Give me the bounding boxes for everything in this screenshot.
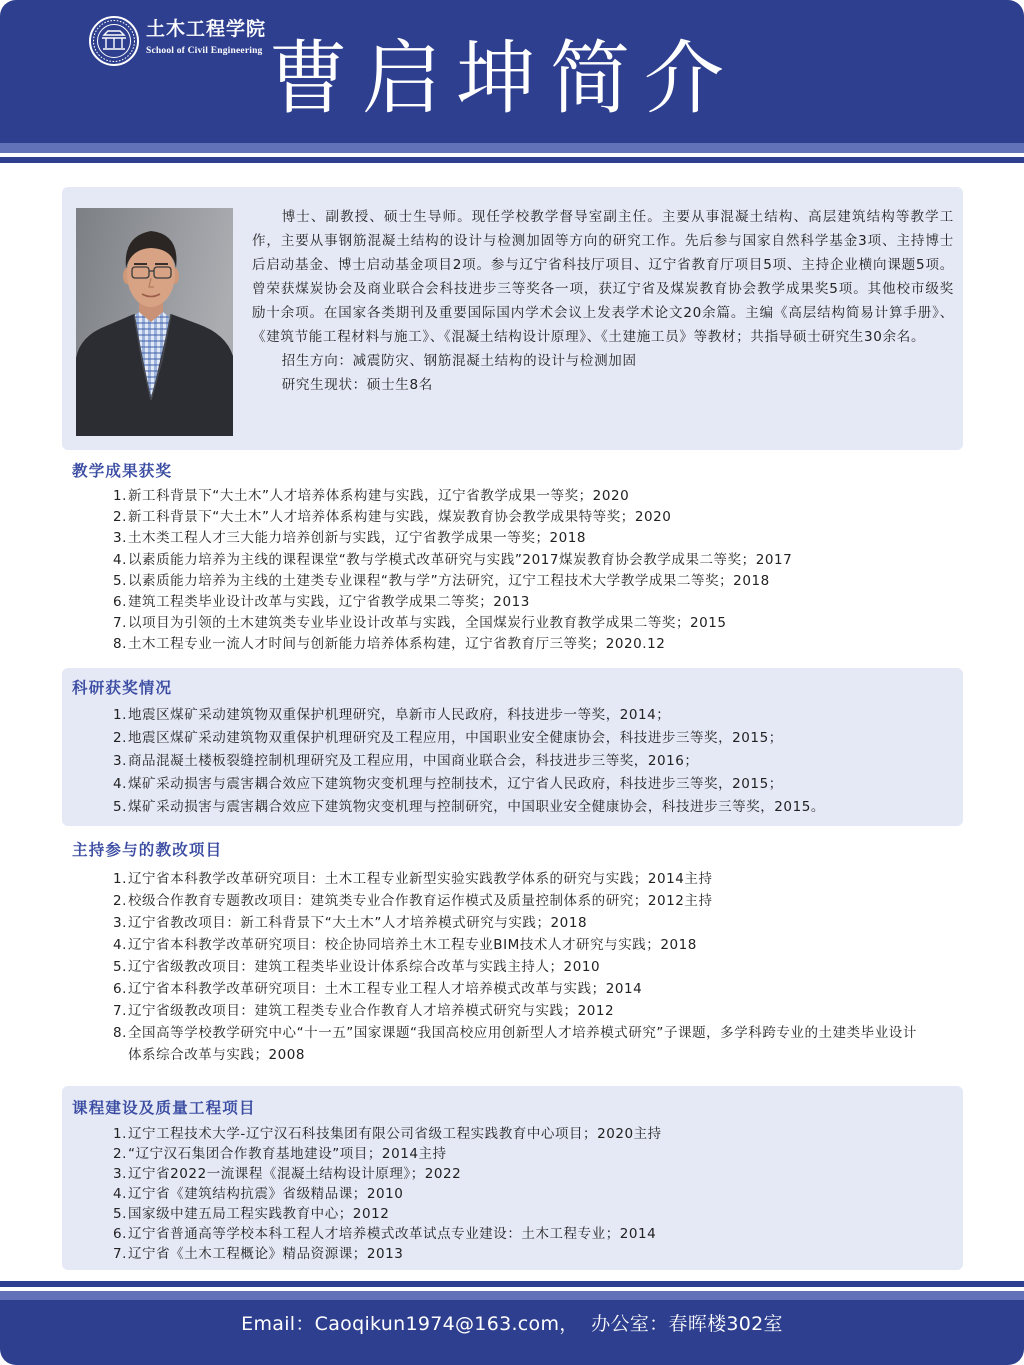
item-number: 7. — [113, 1246, 127, 1262]
item-text: 校级合作教育专题教改项目：建筑类专业合作教育运作模式及质量控制体系的研究；2012主持 — [128, 893, 713, 909]
list-item — [113, 613, 930, 634]
section-teaching-awards — [62, 452, 963, 657]
section-heading: 教学成果获奖 — [72, 462, 173, 480]
item-number: 1. — [113, 488, 127, 504]
list-item — [113, 796, 930, 819]
item-number: 5. — [113, 959, 127, 975]
item-text: 以素质能力培养为主线的课程课堂“教与学模式改革研究与实践”2017煤炭教育协会教学成果二等奖；2017 — [128, 551, 793, 568]
item-text: 煤矿采动损害与震害耦合效应下建筑物灾变机理与控制研究，中国职业安全健康协会，科技进步三等奖，2015。 — [128, 799, 825, 815]
item-number: 4. — [113, 776, 127, 792]
item-number: 8. — [113, 636, 127, 653]
list-item — [113, 1144, 930, 1164]
list-item — [113, 727, 930, 750]
item-text: 新工科背景下“大土木”人才培养体系构建与实践，辽宁省教学成果一等奖；2020 — [128, 488, 630, 504]
section-course-quality-projects — [62, 1086, 963, 1270]
item-text: 辽宁省教改项目：新工科背景下“大土木”人才培养模式研究与实践；2018 — [128, 915, 588, 931]
list-item — [113, 486, 930, 507]
footer-stripe-light — [0, 1291, 1024, 1300]
enrollment-direction: 招生方向：减震防灾、钢筋混凝土结构的设计与检测加固 — [281, 353, 637, 369]
item-number: 6. — [113, 981, 127, 997]
item-number: 4. — [113, 1186, 127, 1202]
list-item — [113, 507, 930, 528]
bio-paragraph: 博士、副教授、硕士生导师。现任学校教学督导室副主任。主要从事混凝土结构、高层建筑结构等教学工作，主要从事钢筋混凝土结构的设计与检测加固等方向的研究工作。先后参与国家自然科学基金3项、主持博士后启动基金、博士启动基金项目2项。参与辽宁省科技厅项目、辽宁省教育厅项目5项、主持企业横向课题5项。曾荣获煤炭协会及商业联合会科技进步三等奖各一项，获辽宁省及煤炭教育协会教学成果奖5项。其他校市级奖励十余项。在国家各类期刊及重要国际国内学术会议上发表学术论文20余篇。主编《高层结构简易计算手册》、《建筑节能工程材料与施工》、《混凝土结构设计原理》、《土建施工员》等教材；共指导硕士研究生30余名。 — [252, 209, 954, 345]
item-number: 2. — [113, 730, 127, 746]
item-text: 辽宁省级教改项目：建筑工程类专业合作教育人才培养模式研究与实践；2012 — [128, 1003, 615, 1019]
list-item — [113, 528, 930, 549]
item-number: 3. — [113, 530, 127, 547]
item-number: 3. — [113, 753, 127, 769]
item-text: 土木类工程人才三大能力培养创新与实践，辽宁省教学成果一等奖；2018 — [128, 530, 587, 547]
item-number: 1. — [113, 707, 127, 723]
item-number: 7. — [113, 615, 127, 632]
contact-info: Email：Caoqikun1974@163.com， 办公室：春晖楼302室 — [241, 1313, 783, 1335]
list-item — [113, 571, 930, 592]
item-text: “辽宁汉石集团合作教育基地建设”项目；2014主持 — [128, 1146, 447, 1162]
footer-stripe-dark — [0, 1281, 1024, 1287]
section-heading: 主持参与的教改项目 — [72, 841, 223, 859]
item-number: 3. — [113, 915, 127, 931]
list-item — [113, 1000, 930, 1022]
list-item — [113, 1124, 930, 1144]
item-text: 辽宁省本科教学改革研究项目：校企协同培养土木工程专业BIM技术人才研究与实践；2018 — [128, 937, 697, 953]
list-item — [113, 1184, 930, 1204]
list-item — [113, 1244, 930, 1264]
item-text: 国家级中建五局工程实践教育中心；2012 — [128, 1206, 390, 1222]
item-number: 5. — [113, 572, 127, 589]
bio-text — [252, 205, 954, 397]
item-number: 8. — [113, 1025, 127, 1041]
item-number: 5. — [113, 799, 127, 815]
item-text: 商品混凝土楼板裂缝控制机理研究及工程应用，中国商业联合会，科技进步三等奖，2016； — [128, 753, 699, 769]
page-title: 曹启坤简介 — [268, 32, 738, 125]
item-text: 辽宁省本科教学改革研究项目：土木工程专业新型实验实践教学体系的研究与实践；2014主持 — [128, 871, 713, 887]
item-text: 全国高等学校教学研究中心“十一五”国家课题“我国高校应用创新型人才培养模式研究”子课题，多学科跨专业的土建类毕业设计体系综合改革与实践；2008 — [128, 1025, 917, 1063]
list-item — [113, 868, 930, 890]
item-text: 建筑工程类毕业设计改革与实践，辽宁省教学成果二等奖；2013 — [128, 594, 530, 611]
award-list — [113, 486, 930, 656]
item-number: 2. — [113, 893, 127, 909]
course-project-list — [113, 1124, 930, 1264]
list-item — [113, 773, 930, 796]
reform-project-list — [113, 868, 930, 1066]
item-text: 地震区煤矿采动建筑物双重保护机理研究，阜新市人民政府，科技进步一等奖，2014； — [128, 707, 671, 723]
section-heading: 科研获奖情况 — [72, 679, 173, 697]
list-item — [113, 634, 930, 655]
list-item — [113, 550, 930, 571]
item-text: 辽宁省本科教学改革研究项目：土木工程专业工程人才培养模式改革与实践；2014 — [128, 981, 643, 997]
item-number: 6. — [113, 1226, 127, 1242]
item-number: 6. — [113, 594, 127, 611]
header-stripe-light — [0, 143, 1024, 153]
header-stripe-dark — [0, 157, 1024, 163]
item-number: 7. — [113, 1003, 127, 1019]
graduate-status: 研究生现状：硕士生8名 — [281, 377, 433, 393]
school-seal-icon — [88, 15, 140, 67]
item-text: 辽宁省普通高等学校本科工程人才培养模式改革试点专业建设：土木工程专业；2014 — [128, 1226, 657, 1242]
item-text: 地震区煤矿采动建筑物双重保护机理研究及工程应用，中国职业安全健康协会，科技进步三等奖，2015； — [128, 730, 783, 746]
research-award-list — [113, 704, 930, 819]
item-text: 煤矿采动损害与震害耦合效应下建筑物灾变机理与控制技术，辽宁省人民政府，科技进步三等奖，2015； — [128, 776, 783, 792]
list-item — [113, 1204, 930, 1224]
item-text: 辽宁省《土木工程概论》精品资源课；2013 — [128, 1246, 404, 1262]
list-item — [113, 956, 930, 978]
portrait-photo — [76, 208, 233, 436]
profile-panel — [62, 187, 963, 450]
item-number: 4. — [113, 551, 127, 568]
item-text: 辽宁省级教改项目：建筑工程类毕业设计体系综合改革与实践主持人；2010 — [128, 959, 601, 975]
list-item — [113, 750, 930, 773]
list-item — [113, 704, 930, 727]
section-research-awards — [62, 668, 963, 826]
school-name-cn: 土木工程学院 — [146, 18, 267, 40]
list-item — [113, 978, 930, 1000]
section-teaching-reform-projects — [62, 830, 963, 1075]
item-text: 新工科背景下“大土木”人才培养体系构建与实践，煤炭教育协会教学成果特等奖；2020 — [128, 509, 672, 526]
section-heading: 课程建设及质量工程项目 — [72, 1099, 256, 1117]
list-item — [113, 890, 930, 912]
item-number: 3. — [113, 1166, 127, 1182]
list-item — [113, 1022, 930, 1066]
item-text: 辽宁省《建筑结构抗震》省级精品课；2010 — [128, 1186, 404, 1202]
item-number: 1. — [113, 1126, 127, 1142]
school-name-en: School of Civil Engineering — [146, 46, 263, 56]
item-number: 2. — [113, 509, 127, 526]
item-number: 5. — [113, 1206, 127, 1222]
item-text: 以项目为引领的土木建筑类专业毕业设计改革与实践，全国煤炭行业教育教学成果二等奖；2015 — [128, 615, 727, 632]
list-item — [113, 934, 930, 956]
item-number: 4. — [113, 937, 127, 953]
list-item — [113, 592, 930, 613]
item-text: 以素质能力培养为主线的土建类专业课程“教与学”方法研究，辽宁工程技术大学教学成果二等奖；2018 — [128, 572, 770, 589]
list-item — [113, 912, 930, 934]
item-text: 辽宁省2022一流课程《混凝土结构设计原理》；2022 — [128, 1166, 462, 1182]
item-text: 土木工程专业一流人才时间与创新能力培养体系构建，辽宁省教育厅三等奖；2020.12 — [128, 636, 666, 653]
list-item — [113, 1224, 930, 1244]
list-item — [113, 1164, 930, 1184]
item-number: 1. — [113, 871, 127, 887]
item-text: 辽宁工程技术大学-辽宁汉石科技集团有限公司省级工程实践教育中心项目；2020主持 — [128, 1126, 662, 1142]
item-number: 2. — [113, 1146, 127, 1162]
